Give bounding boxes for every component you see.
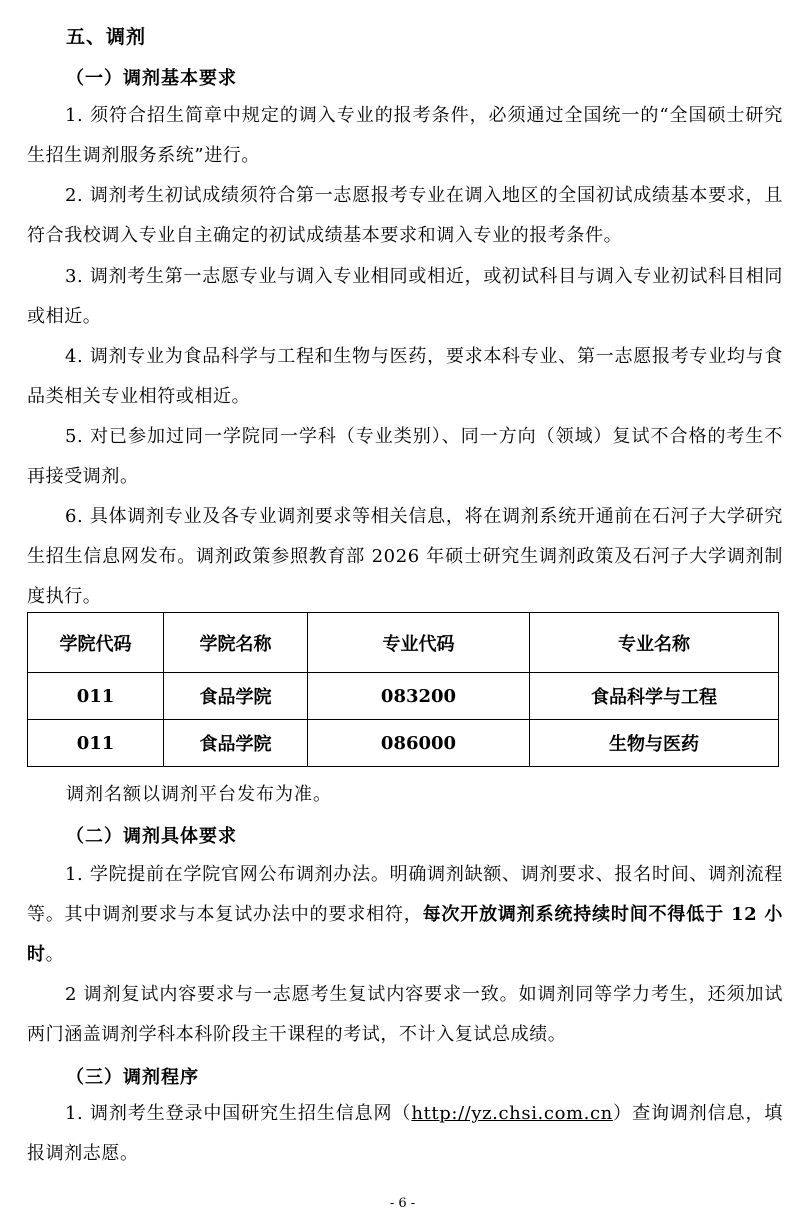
procedure-item-1-post: ）查询调剂信息，填报调剂志愿。	[27, 1103, 783, 1164]
table-row	[28, 673, 779, 720]
specific-item-1	[27, 855, 783, 975]
table-header-row	[28, 613, 779, 673]
basic-item-4: 4. 调剂专业为食品科学与工程和生物与医药，要求本科专业、第一志愿报考专业均与食品类相关专业相符或相近。	[27, 346, 783, 407]
major-table	[27, 612, 779, 767]
subsection-title-specific: （二）调剂具体要求	[66, 826, 237, 847]
basic-item-3: 3. 调剂考生第一志愿专业与调入专业相同或相近，或初试科目与调入专业初试科目相同或相近。	[27, 266, 783, 327]
subsection-title-procedure: （三）调剂程序	[66, 1067, 199, 1088]
basic-item-6: 6. 具体调剂专业及各专业调剂要求等相关信息，将在调剂系统开通前在石河子大学研究生招生信息网发布。调剂政策参照教育部 2026 年硕士研究生调剂政策及石河子大学调剂制度执行。	[27, 506, 783, 607]
college-name-cell: 食品学院	[164, 673, 308, 720]
college-code-cell: 011	[28, 720, 164, 767]
specific-item-1-text: 1. 学院提前在学院官网公布调剂办法。明确调剂缺额、调剂要求、报名时间、调剂流程等。其中调剂要求与本复试办法中的要求相符，	[27, 864, 783, 925]
header-major-name: 专业名称	[530, 613, 779, 673]
table-note: 调剂名额以调剂平台发布为准。	[66, 784, 332, 805]
specific-item-1-end: 。	[45, 944, 65, 965]
college-name-cell: 食品学院	[164, 720, 308, 767]
specific-item-2: 2 调剂复试内容要求与一志愿考生复试内容要求一致。如调剂同等学力考生，还须加试两门涵盖调剂学科本科阶段主干课程的考试，不计入复试总成绩。	[27, 984, 783, 1045]
chsi-link[interactable]: http://yz.chsi.com.cn	[411, 1103, 613, 1124]
table-row	[28, 720, 779, 767]
page-number: - 6 -	[389, 1196, 416, 1211]
major-code-cell: 086000	[308, 720, 530, 767]
procedure-item-1	[27, 1094, 783, 1174]
major-name-cell: 生物与医药	[530, 720, 779, 767]
basic-item-1: 1. 须符合招生简章中规定的调入专业的报考条件，必须通过全国统一的“全国硕士研究生招生调剂服务系统”进行。	[27, 105, 783, 166]
basic-item-2: 2. 调剂考生初试成绩须符合第一志愿报考专业在调入地区的全国初试成绩基本要求，且符合我校调入专业自主确定的初试成绩基本要求和调入专业的报考条件。	[27, 185, 783, 246]
specific-item-1-bold: 每次开放调剂系统持续时间不得低于 12 小时	[27, 904, 783, 965]
section-title: 五、调剂	[66, 26, 147, 48]
basic-item-5: 5. 对已参加过同一学院同一学科（专业类别）、同一方向（领域）复试不合格的考生不再接受调剂。	[27, 426, 783, 487]
header-college-name: 学院名称	[164, 613, 308, 673]
major-name-cell: 食品科学与工程	[530, 673, 779, 720]
procedure-item-1-pre: 1. 调剂考生登录中国研究生招生信息网（	[65, 1103, 412, 1124]
major-code-cell: 083200	[308, 673, 530, 720]
college-code-cell: 011	[28, 673, 164, 720]
header-college-code: 学院代码	[28, 613, 164, 673]
header-major-code: 专业代码	[308, 613, 530, 673]
subsection-title-basic: （一）调剂基本要求	[66, 68, 237, 89]
